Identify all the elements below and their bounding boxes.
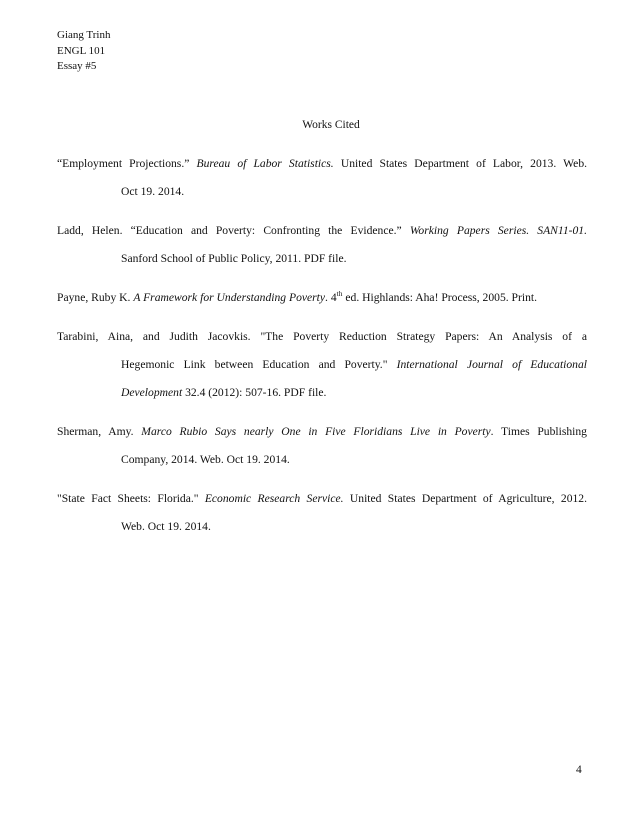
citation-text: "State Fact Sheets: Florida." xyxy=(57,492,205,505)
citation-text: Payne, Ruby K. xyxy=(57,291,134,304)
citation-italic-text: Marco Rubio Says nearly One in Five Floridians Live in Poverty xyxy=(141,425,491,438)
citation-text: Sherman, Amy. xyxy=(57,425,142,438)
citation-text: Oct 19. 2014. xyxy=(121,185,185,198)
header-block xyxy=(57,28,111,75)
citation-line xyxy=(57,217,587,245)
citation-line xyxy=(89,446,587,474)
citation-entry xyxy=(57,323,587,407)
page-title: Works Cited xyxy=(302,119,360,131)
citation-text: Ladd, Helen. “Education and Poverty: Confronting the Evidence.” xyxy=(57,224,410,237)
citation-text: Web. Oct 19. 2014. xyxy=(121,520,211,533)
citation-text: Company, 2014. Web. Oct 19. 2014. xyxy=(121,453,290,466)
citation-text: ed. Highlands: Aha! Process, 2005. Print. xyxy=(342,291,537,304)
citation-italic-text: A Framework for Understanding Poverty xyxy=(133,291,326,304)
citation-line xyxy=(57,485,587,513)
citation-entry xyxy=(57,217,587,273)
page-number: 4 xyxy=(576,764,582,776)
citation-entry xyxy=(57,418,587,474)
citation-text: Tarabini, Aina, and Judith Jacovkis. "The Poverty Reduction Strategy Papers: An Analysis of a xyxy=(57,330,587,343)
course-name: ENGL 101 xyxy=(57,44,106,57)
citation-text: United States Department of Labor, 2013. Web. xyxy=(333,157,588,170)
citation-text: Hegemonic Link between Education and Poverty." xyxy=(121,358,397,371)
citation-line xyxy=(57,418,587,446)
citation-italic-text: Bureau of Labor Statistics. xyxy=(196,157,334,170)
citation-line xyxy=(89,379,587,407)
citation-entry xyxy=(57,150,587,206)
citation-text: . 4 xyxy=(325,291,337,304)
citation-text: 32.4 (2012): 507-16. PDF file. xyxy=(182,386,327,399)
citation-italic-text: Economic Research Service. xyxy=(204,492,344,505)
citation-text: Sanford School of Public Policy, 2011. PDF file. xyxy=(121,252,347,265)
citation-entry xyxy=(57,485,587,541)
citation-line xyxy=(89,351,587,379)
citation-line xyxy=(57,323,587,351)
citation-entry xyxy=(57,284,587,312)
assignment-name: Essay #5 xyxy=(57,60,97,72)
citation-line xyxy=(89,178,587,206)
citation-line xyxy=(89,513,587,541)
citation-italic-text: Development xyxy=(121,386,183,399)
author-name: Giang Trinh xyxy=(57,29,111,41)
citation-line xyxy=(89,245,587,273)
works-cited-list xyxy=(57,150,587,552)
citation-italic-text: International Journal of Educational xyxy=(396,358,588,371)
citation-line xyxy=(57,284,587,312)
citation-text: . Times Publishing xyxy=(490,425,587,438)
citation-text: United States Department of Agriculture, 2012. xyxy=(343,492,587,505)
citation-italic-text: Working Papers Series. SAN11-01. xyxy=(409,224,587,237)
citation-superscript: th xyxy=(336,289,343,298)
citation-text: “Employment Projections.” xyxy=(57,157,197,170)
citation-line xyxy=(57,150,587,178)
